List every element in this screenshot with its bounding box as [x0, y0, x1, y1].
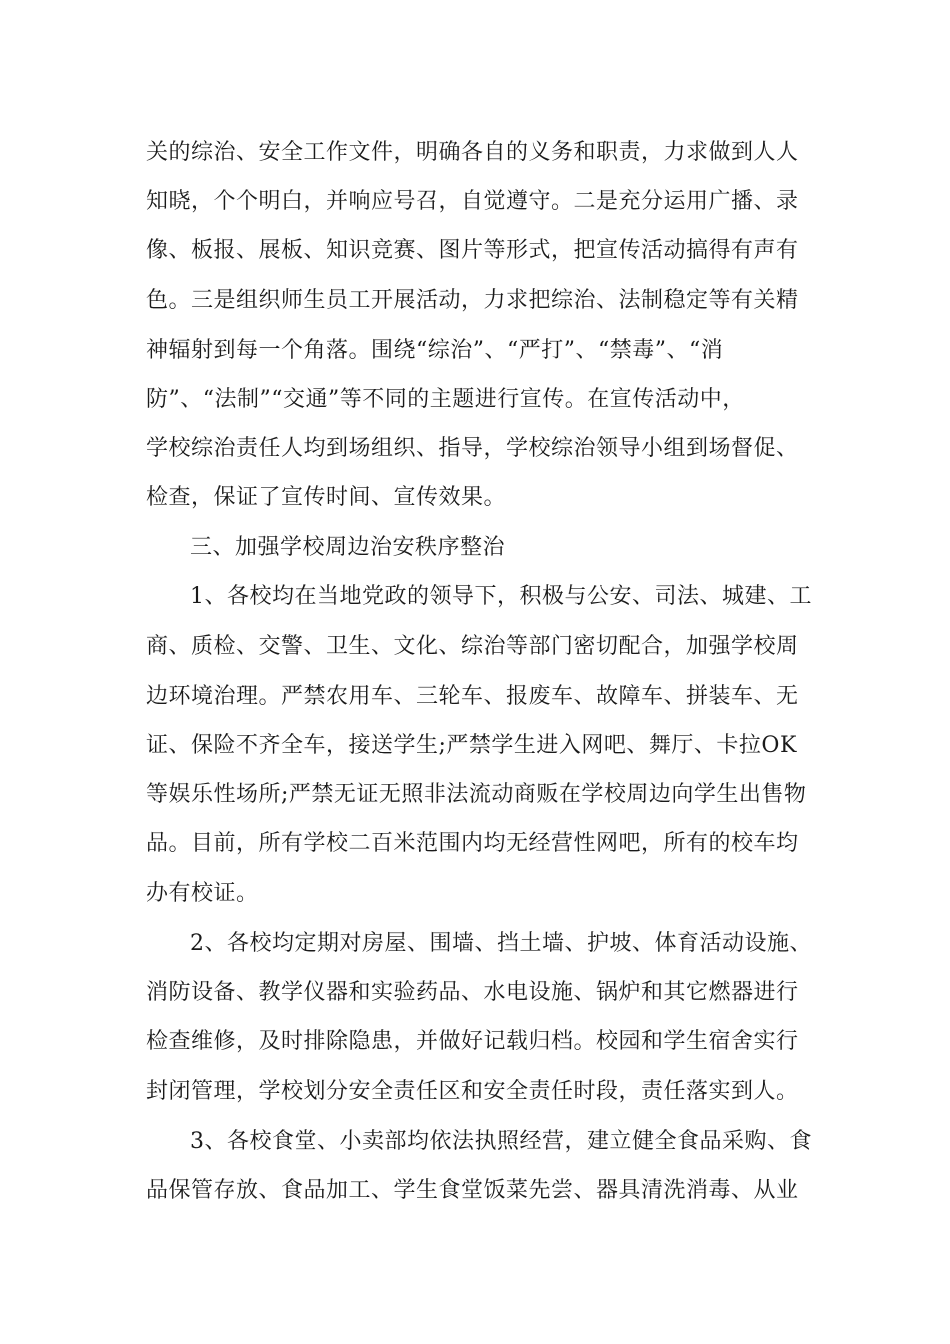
text-line: 知晓，个个明白，并响应号召，自觉遵守。二是充分运用广播、录 — [146, 189, 799, 214]
text-line: 色。三是组织师生员工开展活动，力求把综治、法制稳定等有关精 — [146, 288, 799, 313]
text-line: 边环境治理。严禁农用车、三轮车、报废车、故障车、拼装车、无 — [146, 684, 799, 709]
text-line: 办有校证。 — [146, 881, 259, 906]
text-line: 学校综治责任人均到场组织、指导，学校综治领导小组到场督促、 — [146, 436, 799, 461]
text-line: 消防设备、教学仪器和实验药品、水电设施、锅炉和其它燃器进行 — [146, 980, 799, 1005]
text-line: 证、保险不齐全车，接送学生;严禁学生进入网吧、舞厅、卡拉OK — [146, 733, 797, 758]
text-line: 检查维修，及时排除隐患，并做好记载归档。校园和学生宿舍实行 — [146, 1029, 799, 1054]
text-line: 等娱乐性场所;严禁无证无照非法流动商贩在学校周边向学生出售物 — [146, 782, 807, 807]
section-heading: 三、加强学校周边治安秩序整治 — [190, 535, 506, 560]
text-line: 防”、“法制”“交通”等不同的主题进行宣传。在宣传活动中， — [146, 387, 745, 412]
text-line: 像、板报、展板、知识竞赛、图片等形式，把宣传活动搞得有声有 — [146, 238, 799, 263]
text-line: 2、各校均定期对房屋、围墙、挡土墙、护坡、体育活动设施、 — [190, 931, 812, 956]
text-line: 关的综治、安全工作文件，明确各自的义务和职责，力求做到人人 — [146, 140, 799, 165]
text-line: 3、各校食堂、小卖部均依法执照经营，建立健全食品采购、食 — [190, 1129, 812, 1154]
text-line: 检查，保证了宣传时间、宣传效果。 — [146, 485, 507, 510]
text-line: 1、各校均在当地党政的领导下，积极与公安、司法、城建、工 — [190, 584, 812, 609]
text-line: 品。目前，所有学校二百米范围内均无经营性网吧，所有的校车均 — [146, 831, 799, 856]
text-line: 神辐射到每一个角落。围绕“综治”、“严打”、“禁毒”、“消 — [146, 338, 724, 363]
text-line: 品保管存放、食品加工、学生食堂饭菜先尝、器具清洗消毒、从业 — [146, 1178, 799, 1203]
text-line: 商、质检、交警、卫生、文化、综治等部门密切配合，加强学校周 — [146, 634, 799, 659]
text-line: 封闭管理，学校划分安全责任区和安全责任时段，责任落实到人。 — [146, 1079, 799, 1104]
